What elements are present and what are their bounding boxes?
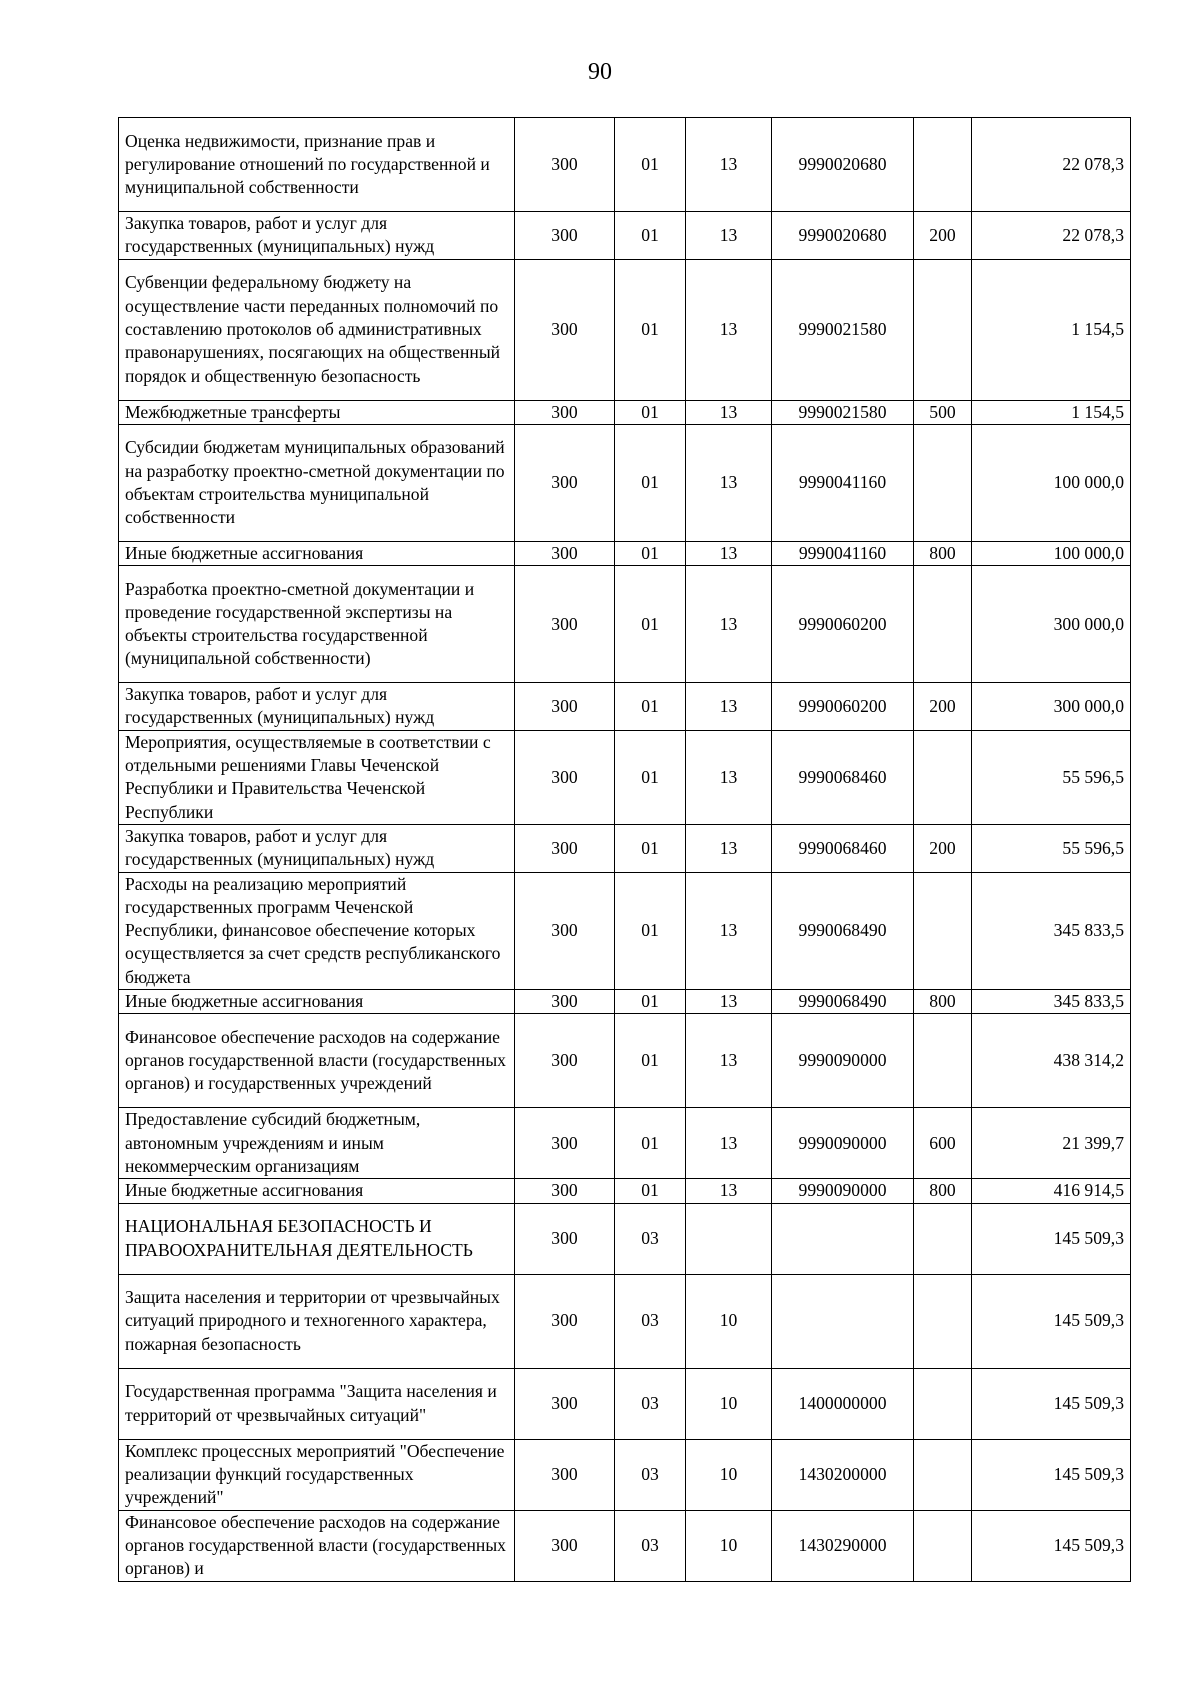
vr-code-cell	[914, 118, 972, 212]
vr-code-cell	[914, 259, 972, 400]
item-name-cell: Межбюджетные трансферты	[119, 400, 515, 424]
amount-cell: 145 509,3	[972, 1510, 1131, 1581]
amount-cell: 55 596,5	[972, 730, 1131, 824]
rz-code-cell: 01	[615, 400, 686, 424]
vr-code-cell: 800	[914, 1179, 972, 1203]
pr-code-cell: 13	[686, 1014, 772, 1108]
vr-code-cell: 800	[914, 541, 972, 565]
rz-code-cell: 01	[615, 259, 686, 400]
gr-code-cell: 300	[515, 566, 615, 683]
gr-code-cell: 300	[515, 1510, 615, 1581]
amount-cell: 21 399,7	[972, 1108, 1131, 1179]
table-row	[119, 990, 1131, 1014]
gr-code-cell: 300	[515, 872, 615, 989]
table-row	[119, 683, 1131, 731]
amount-cell: 1 154,5	[972, 400, 1131, 424]
rz-code-cell: 01	[615, 872, 686, 989]
rz-code-cell: 03	[615, 1203, 686, 1274]
csr-code-cell	[772, 1274, 914, 1368]
amount-cell: 345 833,5	[972, 872, 1131, 989]
pr-code-cell: 13	[686, 730, 772, 824]
gr-code-cell: 300	[515, 1014, 615, 1108]
table-row	[119, 1203, 1131, 1274]
pr-code-cell: 13	[686, 118, 772, 212]
pr-code-cell: 13	[686, 1179, 772, 1203]
amount-cell: 145 509,3	[972, 1439, 1131, 1510]
table-row	[119, 400, 1131, 424]
rz-code-cell: 01	[615, 212, 686, 260]
pr-code-cell: 13	[686, 566, 772, 683]
item-name-cell: Предоставление субсидий бюджетным, автономным учреждениям и иным некоммерческим организациям	[119, 1108, 515, 1179]
table-row	[119, 259, 1131, 400]
gr-code-cell: 300	[515, 1368, 615, 1439]
gr-code-cell: 300	[515, 400, 615, 424]
vr-code-cell: 500	[914, 400, 972, 424]
pr-code-cell: 10	[686, 1368, 772, 1439]
pr-code-cell: 13	[686, 541, 772, 565]
table-row	[119, 1439, 1131, 1510]
csr-code-cell: 1430290000	[772, 1510, 914, 1581]
table-row	[119, 824, 1131, 872]
vr-code-cell	[914, 1368, 972, 1439]
amount-cell: 438 314,2	[972, 1014, 1131, 1108]
pr-code-cell: 13	[686, 259, 772, 400]
amount-cell: 22 078,3	[972, 212, 1131, 260]
vr-code-cell	[914, 872, 972, 989]
budget-table-body	[119, 118, 1131, 1582]
csr-code-cell: 9990060200	[772, 683, 914, 731]
amount-cell: 145 509,3	[972, 1368, 1131, 1439]
vr-code-cell: 800	[914, 990, 972, 1014]
gr-code-cell: 300	[515, 824, 615, 872]
rz-code-cell: 01	[615, 118, 686, 212]
gr-code-cell: 300	[515, 1203, 615, 1274]
table-row	[119, 1368, 1131, 1439]
rz-code-cell: 01	[615, 1108, 686, 1179]
csr-code-cell: 9990068460	[772, 730, 914, 824]
item-name-cell: Комплекс процессных мероприятий "Обеспечение реализации функций государственных учреждений"	[119, 1439, 515, 1510]
rz-code-cell: 01	[615, 566, 686, 683]
rz-code-cell: 01	[615, 730, 686, 824]
amount-cell: 300 000,0	[972, 683, 1131, 731]
amount-cell: 22 078,3	[972, 118, 1131, 212]
pr-code-cell: 13	[686, 990, 772, 1014]
vr-code-cell	[914, 1510, 972, 1581]
amount-cell: 100 000,0	[972, 541, 1131, 565]
gr-code-cell: 300	[515, 259, 615, 400]
rz-code-cell: 03	[615, 1510, 686, 1581]
amount-cell: 345 833,5	[972, 990, 1131, 1014]
item-name-cell: Иные бюджетные ассигнования	[119, 1179, 515, 1203]
table-row	[119, 872, 1131, 989]
amount-cell: 55 596,5	[972, 824, 1131, 872]
vr-code-cell	[914, 1439, 972, 1510]
table-row	[119, 1274, 1131, 1368]
pr-code-cell: 13	[686, 1108, 772, 1179]
item-name-cell: Закупка товаров, работ и услуг для государственных (муниципальных) нужд	[119, 683, 515, 731]
vr-code-cell: 200	[914, 824, 972, 872]
item-name-cell: Финансовое обеспечение расходов на содержание органов государственной власти (государственных органов) и	[119, 1510, 515, 1581]
rz-code-cell: 03	[615, 1439, 686, 1510]
item-name-cell: Государственная программа "Защита населения и территорий от чрезвычайных ситуаций"	[119, 1368, 515, 1439]
item-name-cell: Закупка товаров, работ и услуг для государственных (муниципальных) нужд	[119, 824, 515, 872]
gr-code-cell: 300	[515, 730, 615, 824]
rz-code-cell: 01	[615, 683, 686, 731]
item-name-cell: Расходы на реализацию мероприятий государственных программ Чеченской Республики, финансовое обеспечение которых осуществляется за счет средств республиканского бюджета	[119, 872, 515, 989]
table-row	[119, 118, 1131, 212]
vr-code-cell	[914, 730, 972, 824]
table-row	[119, 1179, 1131, 1203]
csr-code-cell: 9990020680	[772, 212, 914, 260]
csr-code-cell: 9990041160	[772, 541, 914, 565]
csr-code-cell: 9990068490	[772, 990, 914, 1014]
vr-code-cell	[914, 1014, 972, 1108]
item-name-cell: Иные бюджетные ассигнования	[119, 541, 515, 565]
table-row	[119, 1108, 1131, 1179]
pr-code-cell: 10	[686, 1439, 772, 1510]
item-name-cell: Оценка недвижимости, признание прав и регулирование отношений по государственной и муниципальной собственности	[119, 118, 515, 212]
csr-code-cell: 9990090000	[772, 1014, 914, 1108]
amount-cell: 100 000,0	[972, 424, 1131, 541]
csr-code-cell: 9990068490	[772, 872, 914, 989]
amount-cell: 145 509,3	[972, 1203, 1131, 1274]
rz-code-cell: 01	[615, 1179, 686, 1203]
gr-code-cell: 300	[515, 1179, 615, 1203]
item-name-cell: НАЦИОНАЛЬНАЯ БЕЗОПАСНОСТЬ И ПРАВООХРАНИТЕЛЬНАЯ ДЕЯТЕЛЬНОСТЬ	[119, 1203, 515, 1274]
gr-code-cell: 300	[515, 990, 615, 1014]
vr-code-cell	[914, 1203, 972, 1274]
item-name-cell: Защита населения и территории от чрезвычайных ситуаций природного и техногенного характера, пожарная безопасность	[119, 1274, 515, 1368]
amount-cell: 1 154,5	[972, 259, 1131, 400]
gr-code-cell: 300	[515, 1274, 615, 1368]
amount-cell: 416 914,5	[972, 1179, 1131, 1203]
rz-code-cell: 01	[615, 541, 686, 565]
item-name-cell: Иные бюджетные ассигнования	[119, 990, 515, 1014]
item-name-cell: Разработка проектно-сметной документации и проведение государственной экспертизы на объекты строительства государственной (муниципальной собственности)	[119, 566, 515, 683]
vr-code-cell: 200	[914, 683, 972, 731]
gr-code-cell: 300	[515, 1439, 615, 1510]
csr-code-cell: 9990068460	[772, 824, 914, 872]
pr-code-cell: 13	[686, 424, 772, 541]
rz-code-cell: 03	[615, 1274, 686, 1368]
rz-code-cell: 03	[615, 1368, 686, 1439]
gr-code-cell: 300	[515, 683, 615, 731]
csr-code-cell: 1430200000	[772, 1439, 914, 1510]
rz-code-cell: 01	[615, 990, 686, 1014]
table-row	[119, 730, 1131, 824]
item-name-cell: Закупка товаров, работ и услуг для государственных (муниципальных) нужд	[119, 212, 515, 260]
pr-code-cell: 10	[686, 1510, 772, 1581]
table-row	[119, 424, 1131, 541]
item-name-cell: Субсидии бюджетам муниципальных образований на разработку проектно-сметной документации по объектам строительства муниципальной собственности	[119, 424, 515, 541]
csr-code-cell: 9990020680	[772, 118, 914, 212]
item-name-cell: Финансовое обеспечение расходов на содержание органов государственной власти (государственных органов) и государственных учреждений	[119, 1014, 515, 1108]
vr-code-cell: 200	[914, 212, 972, 260]
page-number: 90	[588, 59, 612, 85]
vr-code-cell: 600	[914, 1108, 972, 1179]
table-row	[119, 212, 1131, 260]
gr-code-cell: 300	[515, 212, 615, 260]
csr-code-cell: 9990090000	[772, 1108, 914, 1179]
csr-code-cell: 9990021580	[772, 400, 914, 424]
vr-code-cell	[914, 1274, 972, 1368]
table-row	[119, 1014, 1131, 1108]
gr-code-cell: 300	[515, 424, 615, 541]
pr-code-cell: 13	[686, 872, 772, 989]
rz-code-cell: 01	[615, 824, 686, 872]
csr-code-cell: 9990060200	[772, 566, 914, 683]
pr-code-cell: 13	[686, 824, 772, 872]
gr-code-cell: 300	[515, 541, 615, 565]
csr-code-cell: 9990090000	[772, 1179, 914, 1203]
table-row	[119, 541, 1131, 565]
vr-code-cell	[914, 424, 972, 541]
pr-code-cell: 10	[686, 1274, 772, 1368]
pr-code-cell	[686, 1203, 772, 1274]
amount-cell: 145 509,3	[972, 1274, 1131, 1368]
pr-code-cell: 13	[686, 683, 772, 731]
item-name-cell: Субвенции федеральному бюджету на осуществление части переданных полномочий по составлению протоколов об административных правонарушениях, посягающих на общественный порядок и общественную безопасность	[119, 259, 515, 400]
csr-code-cell: 9990021580	[772, 259, 914, 400]
gr-code-cell: 300	[515, 1108, 615, 1179]
gr-code-cell: 300	[515, 118, 615, 212]
budget-table	[118, 117, 1131, 1582]
vr-code-cell	[914, 566, 972, 683]
table-row	[119, 566, 1131, 683]
amount-cell: 300 000,0	[972, 566, 1131, 683]
pr-code-cell: 13	[686, 212, 772, 260]
rz-code-cell: 01	[615, 1014, 686, 1108]
csr-code-cell	[772, 1203, 914, 1274]
table-row	[119, 1510, 1131, 1581]
rz-code-cell: 01	[615, 424, 686, 541]
csr-code-cell: 1400000000	[772, 1368, 914, 1439]
pr-code-cell: 13	[686, 400, 772, 424]
csr-code-cell: 9990041160	[772, 424, 914, 541]
item-name-cell: Мероприятия, осуществляемые в соответствии с отдельными решениями Главы Чеченской Республики и Правительства Чеченской Республики	[119, 730, 515, 824]
